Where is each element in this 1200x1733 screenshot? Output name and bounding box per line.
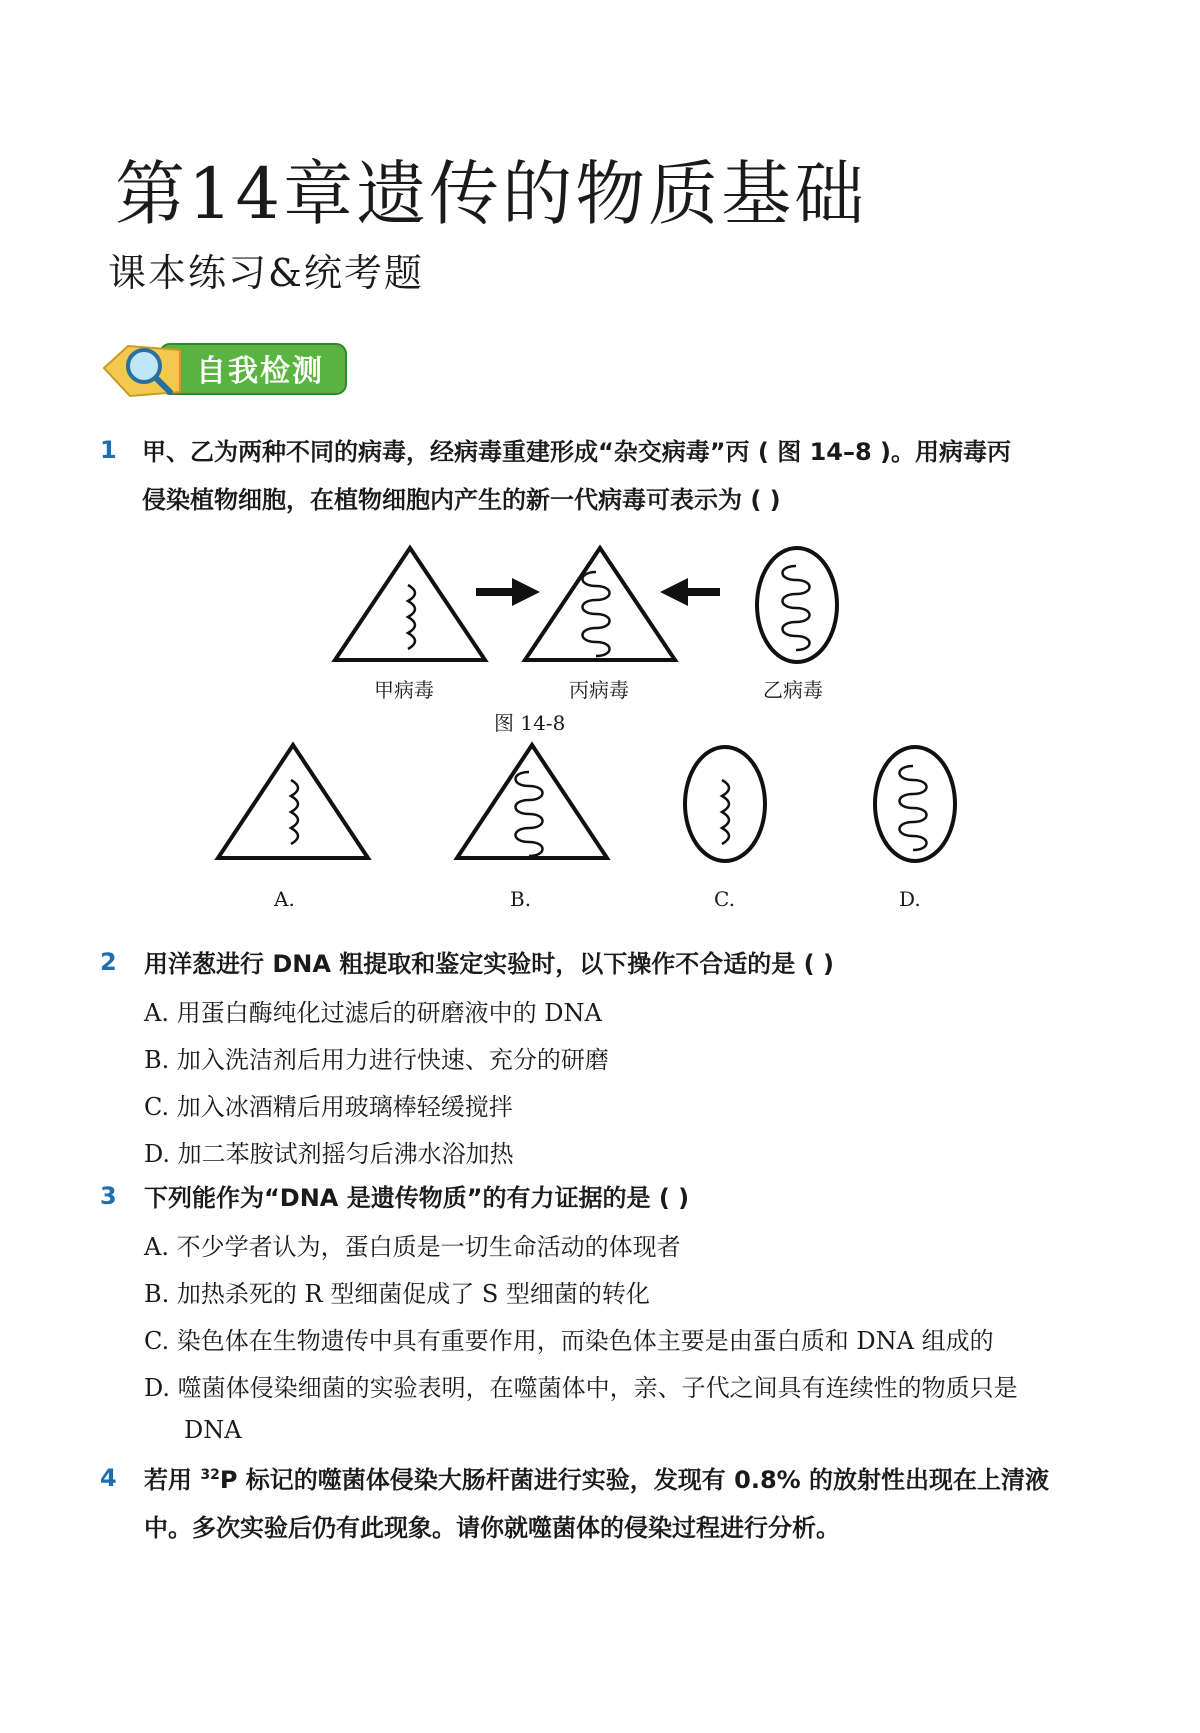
answer-option-c-diagram bbox=[685, 747, 765, 861]
figure-caption: 图 14-8 bbox=[494, 711, 566, 735]
label-virus-jia: 甲病毒 bbox=[374, 678, 434, 702]
answer-option-a-diagram bbox=[218, 745, 368, 858]
answer-option-d-diagram bbox=[875, 747, 955, 861]
question-2-option-b: B. 加入洗洁剂后用力进行快速、充分的研磨 bbox=[144, 1046, 609, 1074]
question-number: 3 bbox=[100, 1182, 117, 1210]
answer-option-d-label: D. bbox=[899, 887, 921, 911]
answer-option-b-label: B. bbox=[510, 887, 532, 911]
virus-bing-diagram bbox=[525, 548, 675, 660]
question-2-option-d: D. 加二苯胺试剂摇匀后沸水浴加热 bbox=[144, 1140, 514, 1168]
question-3-option-b: B. 加热杀死的 R 型细菌促成了 S 型细菌的转化 bbox=[144, 1280, 650, 1308]
label-virus-yi: 乙病毒 bbox=[763, 678, 823, 702]
question-3-stem: 下列能作为“DNA 是遗传物质”的有力证据的是 ( ) bbox=[144, 1184, 690, 1212]
virus-yi-diagram bbox=[757, 548, 837, 662]
question-number: 1 bbox=[100, 436, 117, 464]
virus-jia-diagram bbox=[335, 548, 485, 660]
question-3-option-c: C. 染色体在生物遗传中具有重要作用，而染色体主要是由蛋白质和 DNA 组成的 bbox=[144, 1327, 994, 1355]
question-3-option-a: A. 不少学者认为，蛋白质是一切生命活动的体现者 bbox=[144, 1233, 681, 1261]
question-4-stem-prefix: 若用 bbox=[144, 1466, 201, 1494]
question-number: 2 bbox=[100, 948, 117, 976]
answer-option-b-diagram bbox=[457, 745, 607, 858]
question-1-line-1: 甲、乙为两种不同的病毒，经病毒重建形成“杂交病毒”丙 ( 图 14–8 )。用病毒丙 bbox=[142, 438, 1012, 466]
section-badge-label: 自我检测 bbox=[196, 354, 324, 389]
page-title: 第14章遗传的物质基础 bbox=[115, 153, 868, 235]
isotope-superscript: 32 bbox=[200, 1467, 220, 1483]
arrow-right-icon bbox=[476, 578, 540, 606]
answer-option-c-label: C. bbox=[714, 887, 735, 911]
question-3-option-d: D. 噬菌体侵染细菌的实验表明，在噬菌体中，亲、子代之间具有连续性的物质只是 bbox=[144, 1374, 1018, 1402]
question-3-option-d-continued: DNA bbox=[184, 1416, 242, 1444]
question-2-option-a: A. 用蛋白酶纯化过滤后的研磨液中的 DNA bbox=[144, 999, 602, 1027]
question-2-option-c: C. 加入冰酒精后用玻璃棒轻缓搅拌 bbox=[144, 1093, 513, 1121]
question-4-stem-line-2: 中。多次实验后仍有此现象。请你就噬菌体的侵染过程进行分析。 bbox=[144, 1514, 840, 1542]
label-virus-bing: 丙病毒 bbox=[569, 678, 629, 702]
question-4-stem-line-1 bbox=[144, 1460, 1049, 1495]
question-2-stem: 用洋葱进行 DNA 粗提取和鉴定实验时，以下操作不合适的是 ( ) bbox=[144, 950, 834, 978]
page-subtitle: 课本练习&统考题 bbox=[108, 251, 424, 295]
arrow-left-icon bbox=[660, 578, 720, 606]
question-number: 4 bbox=[100, 1464, 117, 1492]
answer-option-a-label: A. bbox=[274, 887, 295, 911]
question-1-line-2: 侵染植物细胞，在植物细胞内产生的新一代病毒可表示为 ( ) bbox=[142, 486, 781, 514]
question-4-stem-rest: P 标记的噬菌体侵染大肠杆菌进行实验，发现有 0.8% 的放射性出现在上清液 bbox=[219, 1466, 1050, 1494]
